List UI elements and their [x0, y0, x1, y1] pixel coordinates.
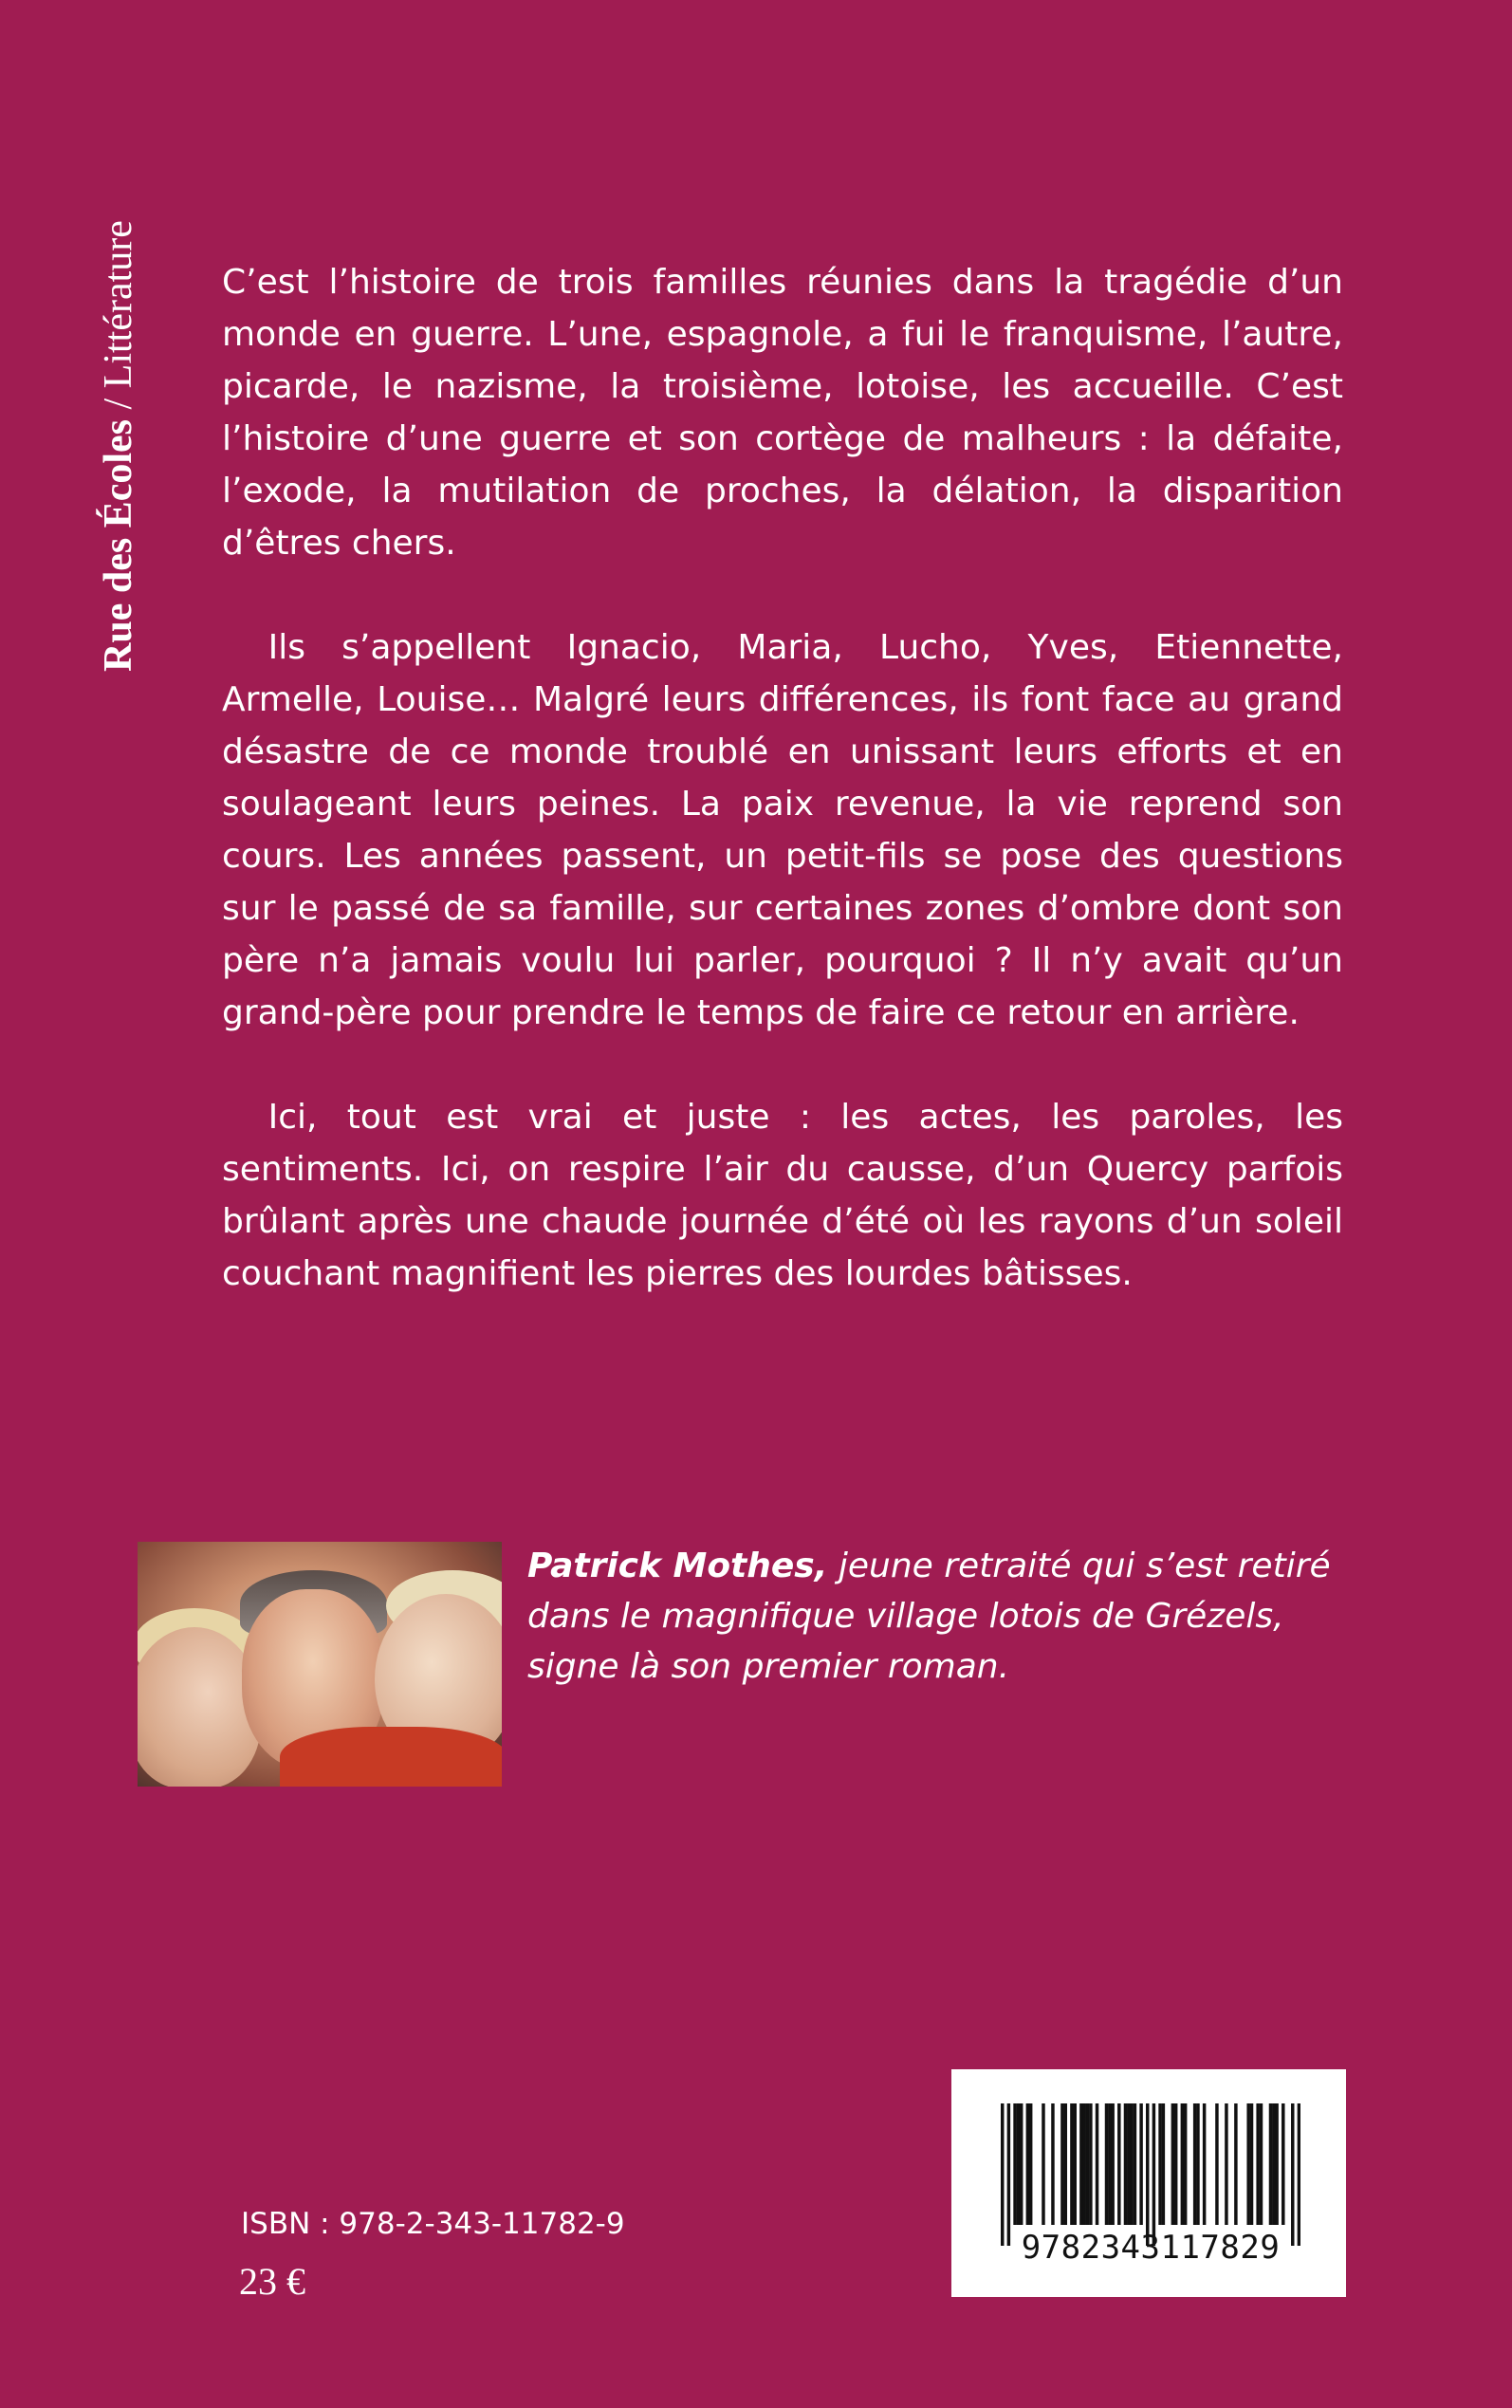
barcode-bar — [1256, 2103, 1259, 2225]
barcode-icon — [1001, 2103, 1300, 2246]
barcode-bar — [1275, 2103, 1278, 2225]
barcode-bar — [1203, 2103, 1206, 2225]
photo-child-left — [138, 1627, 261, 1787]
barcode-bar — [1193, 2103, 1196, 2225]
barcode-guard-bar — [1291, 2103, 1294, 2246]
barcode-guard-bar — [1152, 2103, 1155, 2246]
barcode-bar — [1269, 2103, 1272, 2225]
barcode-bar — [1184, 2103, 1187, 2225]
barcode-bar — [1130, 2103, 1133, 2225]
barcode-bar — [1246, 2103, 1249, 2225]
collection-name: Rue des Écoles — [97, 419, 140, 672]
barcode-guard-bar — [1007, 2103, 1010, 2246]
barcode-bar — [1070, 2103, 1073, 2225]
barcode-bar — [1174, 2103, 1177, 2225]
barcode-bar — [1089, 2103, 1092, 2225]
spine-separator: / — [97, 388, 140, 419]
barcode-bar — [1013, 2103, 1016, 2225]
barcode-bar — [1060, 2103, 1063, 2225]
isbn-text: ISBN : 978-2-343-11782-9 — [241, 2207, 625, 2241]
author-name: Patrick Mothes, — [527, 1547, 828, 1585]
barcode-bar — [1017, 2103, 1020, 2225]
barcode-bar — [1020, 2103, 1023, 2225]
barcode-bar — [1215, 2103, 1218, 2225]
barcode-bar — [1051, 2103, 1054, 2225]
blurb-paragraph: Ils s’appellent Ignacio, Maria, Lucho, Yves, Etiennette, Armelle, Louise… Malgré leurs différences, ils font face au grand désastre de ce monde troublé en unissant leurs efforts et en soulageant leurs peines. La paix revenue, la vie reprend son cours. Les années passent, un petit-fils se pose des questions sur le passé de sa famille, sur certaines zones d’ombre dont son père n’a jamais voulu lui parler, pourquoi ? Il n’y avait qu’un grand-père pour prendre le temps de faire ce retour en arrière. — [222, 628, 1343, 1032]
spine-collection-title — [90, 112, 147, 672]
barcode-bar — [1196, 2103, 1199, 2225]
barcode-bar — [1272, 2103, 1275, 2225]
barcode-bar — [1250, 2103, 1253, 2225]
barcode-bar — [1082, 2103, 1085, 2225]
barcode-guard-bar — [1146, 2103, 1149, 2246]
barcode-bar — [1086, 2103, 1089, 2225]
barcode-bar — [1234, 2103, 1237, 2225]
barcode-bar — [1181, 2103, 1184, 2225]
photo-red-shirt — [280, 1727, 502, 1787]
barcode-bar — [1134, 2103, 1136, 2225]
blurb-paragraph: Ici, tout est vrai et juste : les actes, les paroles, les sentiments. Ici, on respire l’air du causse, d’un Quercy parfois brûlant après une chaude journée d’été où les rayons d’un soleil couchant magnifient les pierres des lourdes bâtisses. — [222, 1098, 1343, 1293]
author-photo — [138, 1542, 502, 1787]
barcode-bar — [1282, 2103, 1284, 2225]
barcode-bar — [1074, 2103, 1077, 2225]
series-name: Littérature — [97, 220, 140, 389]
back-cover-blurb — [222, 256, 1343, 1352]
barcode-bar — [1026, 2103, 1029, 2225]
barcode-bar — [1171, 2103, 1174, 2225]
blurb-paragraph: C’est l’histoire de trois familles réunies dans la tragédie d’un monde en guerre. L’une, espagnole, a fui le franquisme, l’autre, picarde, le nazisme, la troisième, lotoise, les accueille. C’est l’histoire d’une guerre et son cortège de malheurs : la défaite, l’exode, la mutilation de proches, la délation, la disparition d’êtres chers. — [222, 263, 1343, 563]
barcode-bar — [1064, 2103, 1067, 2225]
barcode-bar — [1117, 2103, 1120, 2225]
barcode-digits: 9782343117829 — [1021, 2229, 1281, 2267]
price-text: 23 € — [239, 2260, 305, 2303]
barcode-bar — [1108, 2103, 1111, 2225]
barcode-bar — [1225, 2103, 1227, 2225]
barcode-bar — [1162, 2103, 1165, 2225]
barcode-bar — [1127, 2103, 1130, 2225]
barcode-guard-bar — [1298, 2103, 1300, 2246]
barcode-bar — [1260, 2103, 1263, 2225]
barcode-panel — [951, 2069, 1346, 2297]
barcode-bar — [1029, 2103, 1032, 2225]
barcode-bar — [1042, 2103, 1044, 2225]
barcode-bar — [1124, 2103, 1127, 2225]
barcode-guard-bar — [1001, 2103, 1004, 2246]
author-bio — [527, 1541, 1343, 1692]
barcode-bar — [1139, 2103, 1142, 2225]
barcode-bar — [1079, 2103, 1082, 2225]
barcode-bar — [1111, 2103, 1114, 2225]
barcode-bar — [1105, 2103, 1108, 2225]
barcode-bar — [1096, 2103, 1098, 2225]
barcode-bar — [1158, 2103, 1161, 2225]
author-bio-text: jeune retraité qui s’est retiré dans le magnifique village lotois de Grézels, signe là son premier roman. — [527, 1547, 1331, 1686]
